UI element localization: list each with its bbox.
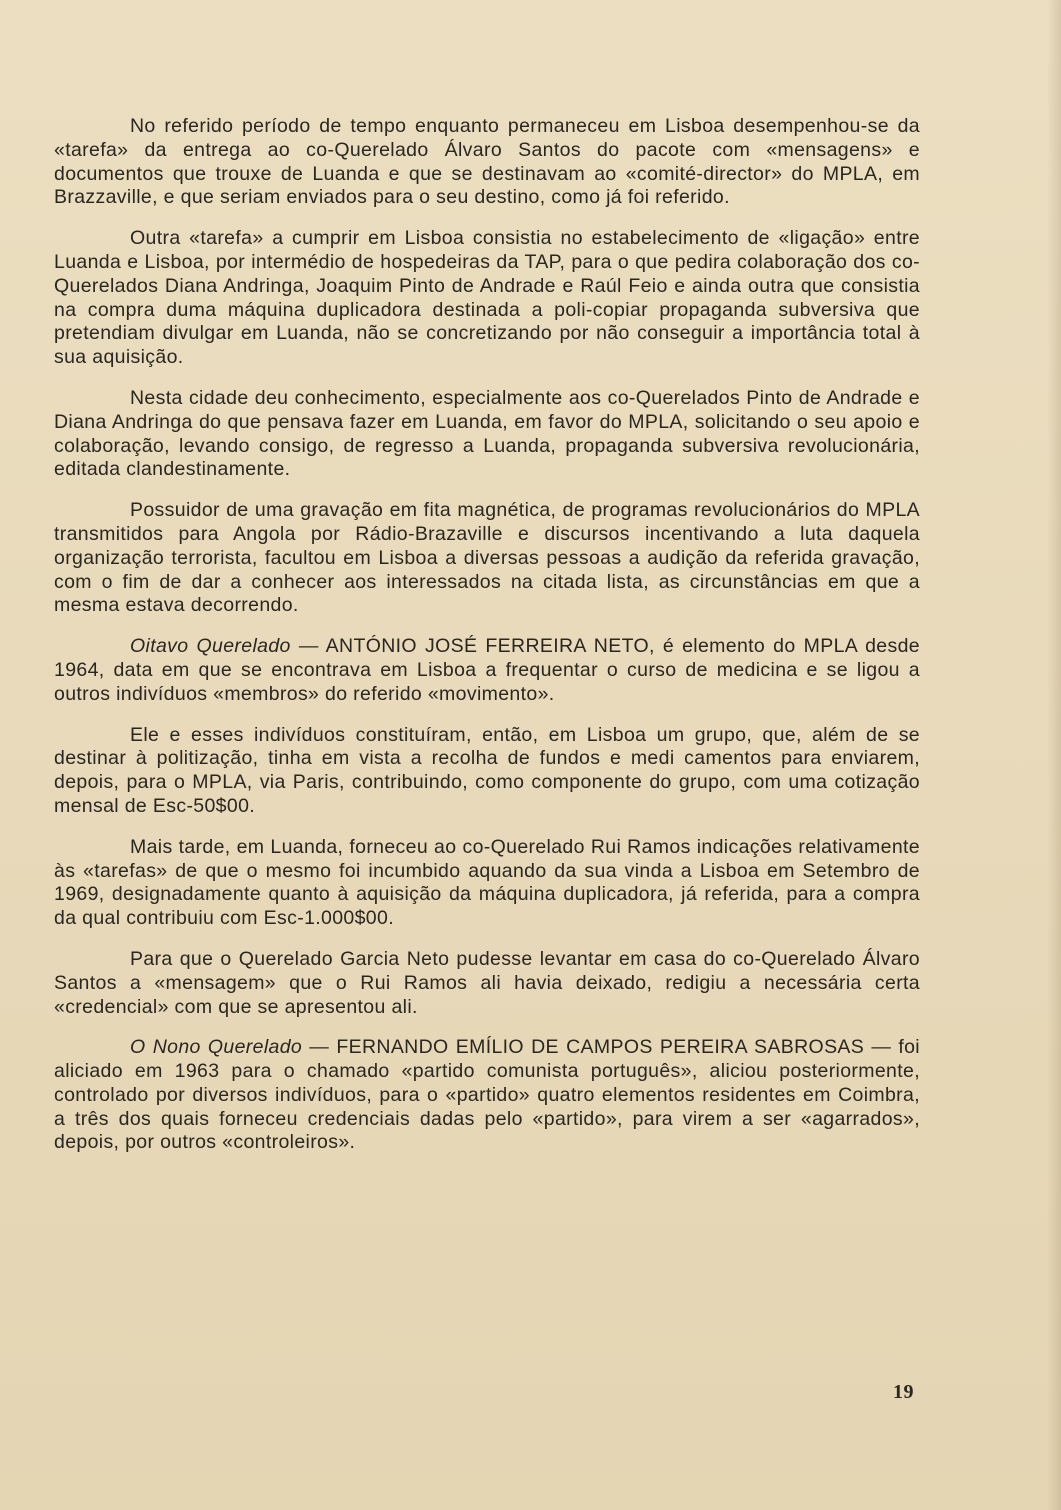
page-number: 19	[893, 1381, 914, 1403]
page-edge-shadow	[1047, 0, 1061, 1510]
paragraph-9	[54, 1036, 920, 1155]
paragraph-4: Possuidor de uma gravação em fita magnética, de programas revolucionários do MPLA transmitidos para Angola por Rádio-Brazaville e discursos incentivando a luta daquela organização terrorista, facultou em Lisboa a diversas pessoas a audição da referida gravação, com o fim de dar a conhecer aos interessados na citada lista, as circunstâncias em que a mesma estava decorrendo.	[54, 499, 920, 617]
paragraph-5	[54, 635, 920, 706]
paragraph-5-body: — ANTÓNIO JOSÉ FERREIRA NETO, é elemento do MPLA desde 1964, data em que se encontrava em Lisboa a frequentar o curso de medicina e se ligou a outros indivíduos «membros» do referido «movimento».	[54, 635, 920, 705]
paragraph-2: Outra «tarefa» a cumprir em Lisboa consistia no estabelecimento de «ligação» entre Luanda e Lisboa, por intermédio de hospedeiras da TAP, para o que pedira colaboração dos co-Querelados Diana Andringa, Joaquim Pinto de Andrade e Raúl Feio e ainda outra que consistia na compra duma máquina duplicadora destinada a poli-copiar propaganda subversiva que pretendiam divulgar em Luanda, não se concretizando por não conseguir a importância total à sua aquisição.	[54, 227, 920, 369]
paragraph-8: Para que o Querelado Garcia Neto pudesse levantar em casa do co-Querelado Álvaro Santos a «mensagem» que o Rui Ramos ali havia deixado, redigiu a necessária certa «credencial» com que se apresentou ali.	[54, 947, 920, 1018]
paragraph-9-lead: O Nono Querelado	[130, 1036, 303, 1059]
paragraph-5-lead: Oitavo Querelado	[130, 635, 291, 658]
paragraph-1: No referido período de tempo enquanto permaneceu em Lisboa desempenhou-se da «tarefa» da entrega ao co-Querelado Álvaro Santos do pacote com «mensagens» e documentos que trouxe de Luanda e que se destinavam ao «comité-director» do MPLA, em Brazzaville, e que seriam enviados para o seu destino, como já foi referido.	[54, 115, 920, 209]
paragraph-6: Ele e esses indivíduos constituíram, então, em Lisboa um grupo, que, além de se destinar à politização, tinha em vista a recolha de fundos e medi camentos para enviarem, depois, para o MPLA, via Paris, contribuindo, como componente do grupo, com uma cotização mensal de Esc-50$00.	[54, 723, 920, 817]
paragraph-3: Nesta cidade deu conhecimento, especialmente aos co-Querelados Pinto de Andrade e Diana Andringa do que pensava fazer em Luanda, em favor do MPLA, solicitando o seu apoio e colaboração, levando consigo, de regresso a Luanda, propaganda subversiva revolucionária, editada clandestinamente.	[54, 386, 920, 481]
body-text	[54, 115, 920, 1172]
paragraph-9-body: — FERNANDO EMÍLIO DE CAMPOS PEREIRA SABROSAS — foi aliciado em 1963 para o chamado «partido comunista português», aliciou posteriormente, controlado por diversos indivíduos, para o «partido» quatro elementos residentes em Coimbra, a três dos quais forneceu credenciais dadas pelo «partido», para virem a ser «agarrados», depois, por outros «controleiros».	[54, 1036, 920, 1154]
paragraph-7: Mais tarde, em Luanda, forneceu ao co-Querelado Rui Ramos indicações relativamente às «tarefas» de que o mesmo foi incumbido aquando da sua vinda a Lisboa em Setembro de 1969, designadamente quanto à aquisição da máquina duplicadora, já referida, para a compra da qual contribuiu com Esc-1.000$00.	[54, 835, 920, 930]
